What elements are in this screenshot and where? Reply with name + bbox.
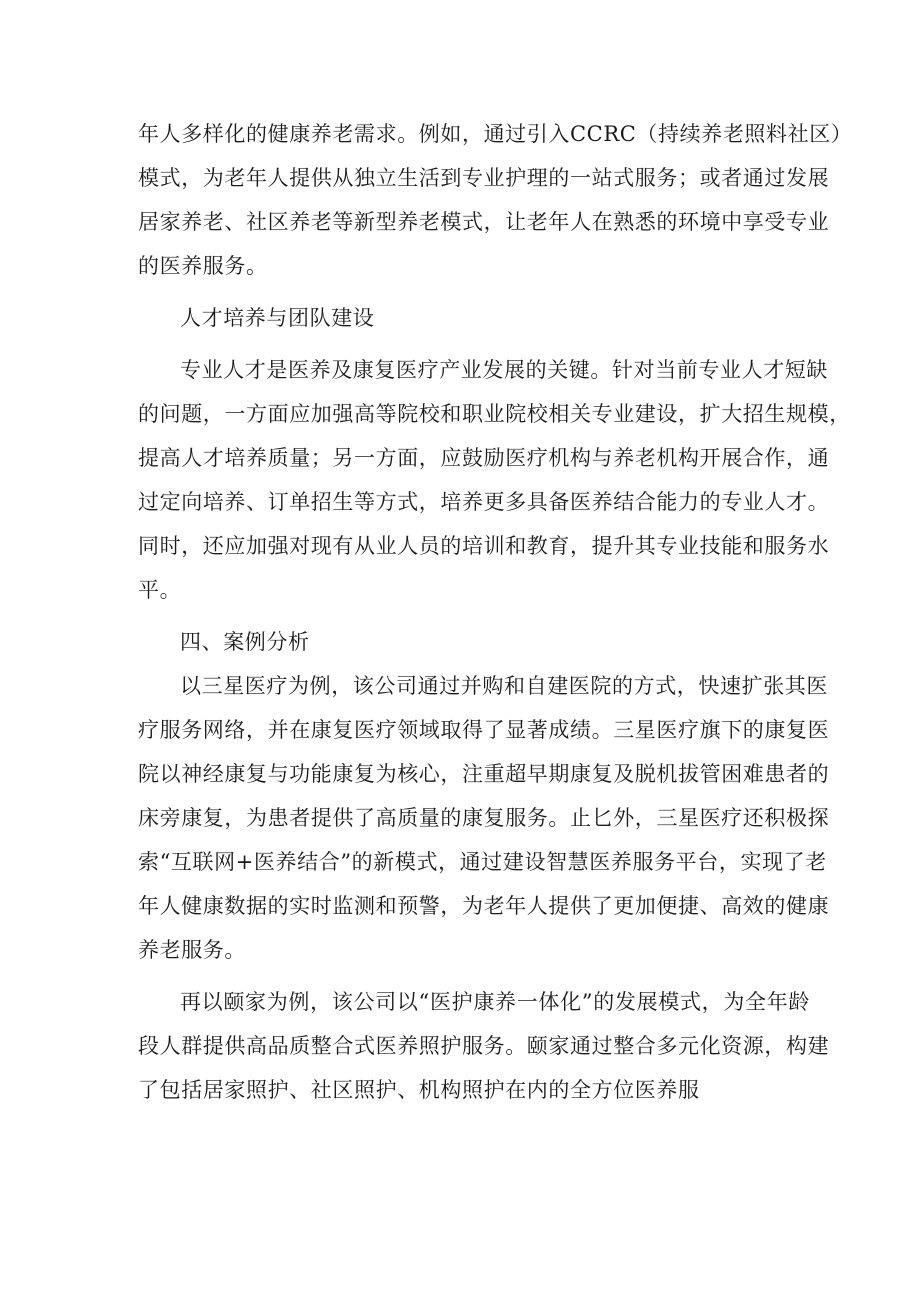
paragraph-case-samsung [138, 664, 830, 972]
text-line: 平。 [138, 578, 182, 602]
text-line: 养老服务。 [138, 938, 246, 962]
paragraph-continuation [138, 112, 853, 288]
text-line: 了包括居家照护、社区照护、机构照护在内的全方位医养服 [138, 1078, 700, 1102]
text-line: 疗服务网络，并在康复医疗领域取得了显著成绩。三星医疗旗下的康复医 [138, 718, 830, 742]
paragraph-case-yijia [138, 980, 830, 1112]
heading-text: 四、案例分析 [180, 630, 310, 654]
document-body [138, 112, 853, 1112]
text-line: 段人群提供高品质整合式医养照护服务。颐家通过整合多元化资源，构建 [138, 1034, 830, 1058]
text-line: 提高人才培养质量；另一方面，应鼓励医疗机构与养老机构开展合作，通 [138, 446, 830, 470]
text-line: 模式，为老年人提供从独立生活到专业护理的一站式服务；或者通过发展 [138, 166, 830, 190]
text-line: 床旁康复，为患者提供了高质量的康复服务。止匕外，三星医疗还积极探 [138, 806, 830, 830]
text-line: 院以神经康复与功能康复为核心，注重超早期康复及脱机拔管困难患者的 [138, 762, 830, 786]
heading-text: 人才培养与团队建设 [180, 306, 375, 330]
paragraph-talent [138, 348, 851, 612]
text-line: 再以颐家为例，该公司以“医护康养一体化”的发展模式，为全年龄 [180, 990, 810, 1014]
text-line: 以三星医疗为例，该公司通过并购和自建医院的方式，快速扩张其医 [180, 674, 828, 698]
text-line: 索“互联网+医养结合”的新模式，通过建设智慧医养服务平台，实现了老 [138, 850, 827, 874]
text-line: 年人多样化的健康养老需求。例如，通过引入CCRC（持续养老照料社区） [138, 122, 853, 146]
text-line: 同时，还应加强对现有从业人员的培训和教育，提升其专业技能和服务水 [138, 534, 830, 558]
section-heading-talent [138, 296, 810, 340]
section-heading-case-analysis [138, 620, 810, 664]
text-line: 年人健康数据的实时监测和预警，为老年人提供了更加便捷、高效的健康 [138, 894, 830, 918]
text-line: 过定向培养、订单招生等方式，培养更多具备医养结合能力的专业人才。 [138, 490, 830, 514]
text-line: 的医养服务。 [138, 254, 268, 278]
text-line: 居家养老、社区养老等新型养老模式，让老年人在熟悉的环境中享受专业 [138, 210, 830, 234]
text-line: 专业人才是医养及康复医疗产业发展的关键。针对当前专业人才短缺 [180, 358, 828, 382]
text-line: 的问题，一方面应加强高等院校和职业院校相关专业建设，扩大招生规模， [138, 402, 851, 426]
